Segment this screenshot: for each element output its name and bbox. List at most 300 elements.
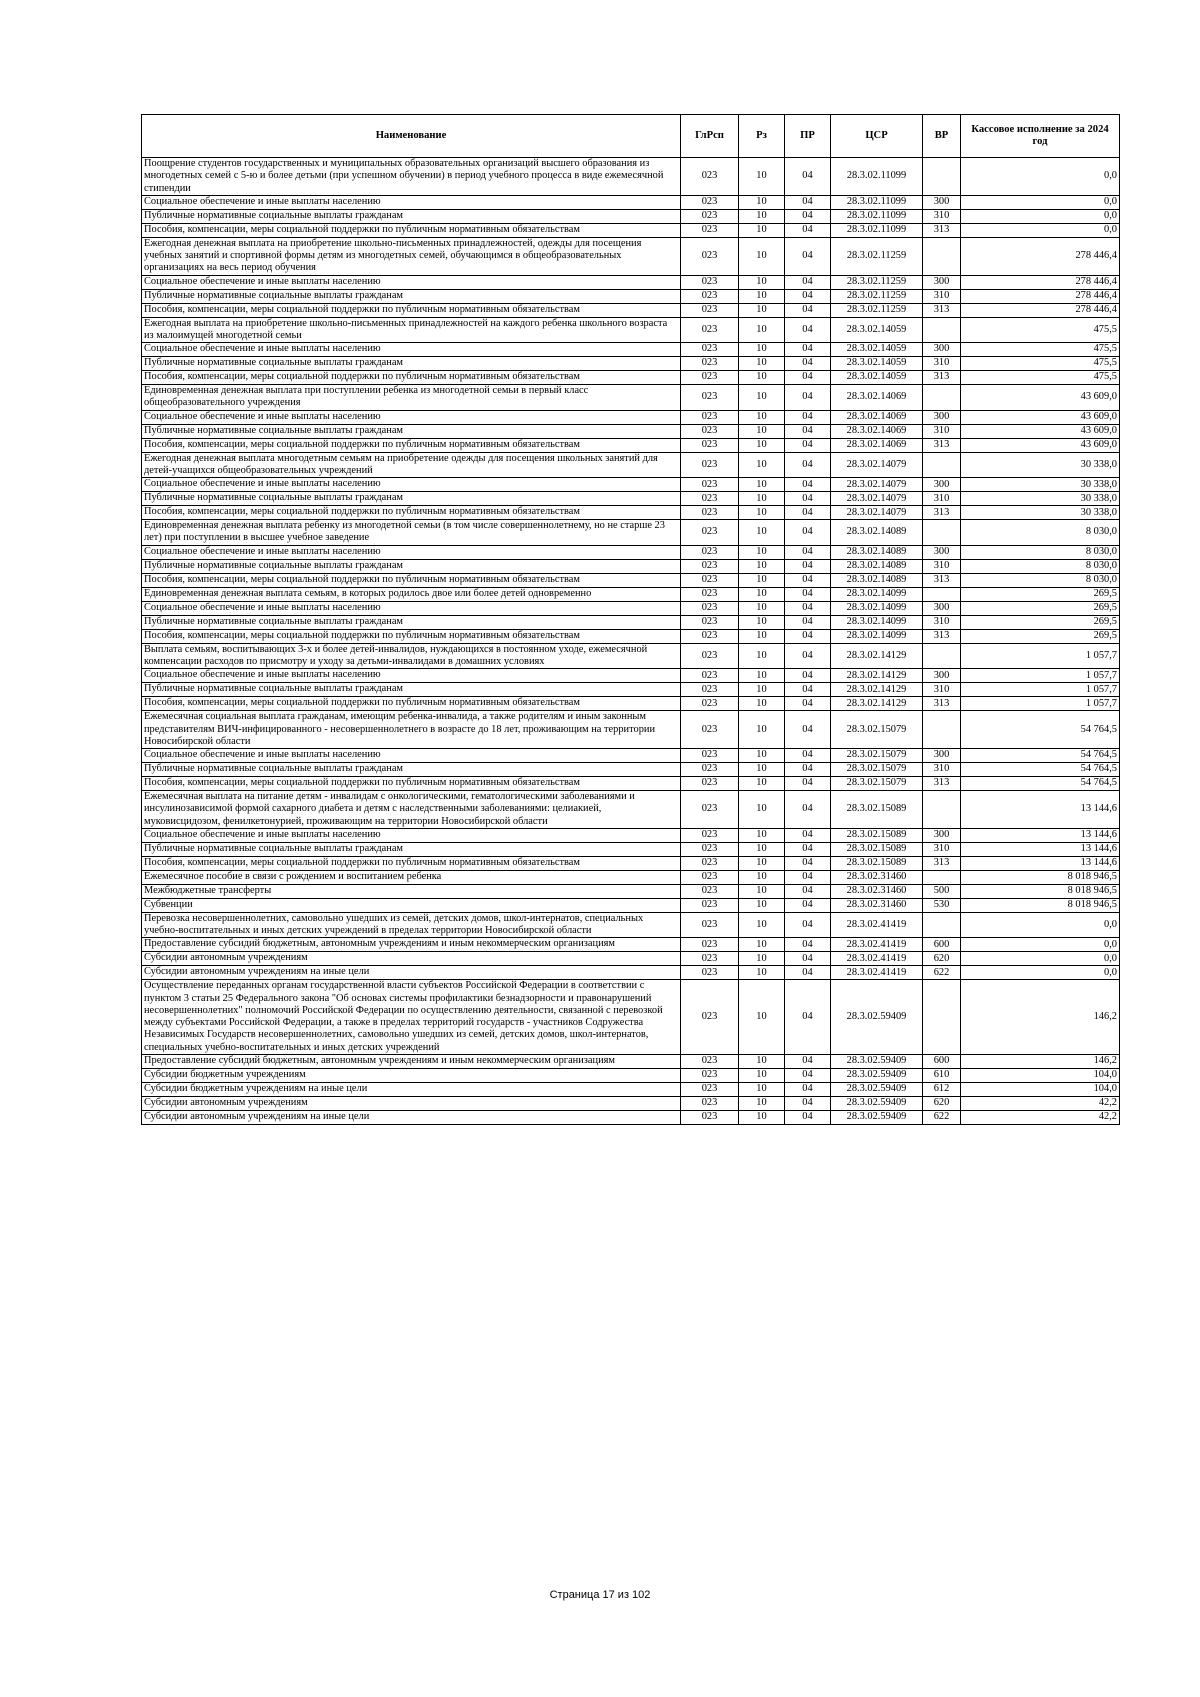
cell-amount: 8 030,0	[961, 545, 1120, 559]
cell-glrsp: 023	[681, 573, 739, 587]
cell-pr: 04	[785, 559, 831, 573]
cell-glrsp: 023	[681, 1110, 739, 1124]
header-amount: Кассовое исполнение за 2024 год	[961, 115, 1120, 158]
cell-name: Ежегодная денежная выплата многодетным семьям на приобретение одежды для посещения школьных занятий для детей-учащихся общеобразовательных учреждений	[142, 452, 681, 478]
table-row	[142, 912, 1120, 938]
cell-rz: 10	[739, 763, 785, 777]
cell-glrsp: 023	[681, 438, 739, 452]
table-row	[142, 545, 1120, 559]
cell-glrsp: 023	[681, 410, 739, 424]
cell-pr: 04	[785, 1082, 831, 1096]
cell-vr: 310	[923, 289, 961, 303]
table-row	[142, 385, 1120, 411]
cell-glrsp: 023	[681, 452, 739, 478]
cell-pr: 04	[785, 856, 831, 870]
cell-name: Перевозка несовершеннолетних, самовольно ушедших из семей, детских домов, школ-интернатов, специальных учебно-воспитательных и иных детских учреждений в пределах территории Новосибирской области	[142, 912, 681, 938]
cell-amount: 269,5	[961, 601, 1120, 615]
table-row	[142, 317, 1120, 343]
cell-csr: 28.3.02.15089	[831, 856, 923, 870]
cell-pr: 04	[785, 791, 831, 829]
cell-glrsp: 023	[681, 683, 739, 697]
cell-vr: 310	[923, 209, 961, 223]
cell-pr: 04	[785, 601, 831, 615]
cell-name: Пособия, компенсации, меры социальной поддержки по публичным нормативным обязательствам	[142, 371, 681, 385]
table-row	[142, 952, 1120, 966]
cell-csr: 28.3.02.14099	[831, 615, 923, 629]
cell-name: Публичные нормативные социальные выплаты гражданам	[142, 492, 681, 506]
cell-pr: 04	[785, 711, 831, 749]
cell-amount: 30 338,0	[961, 478, 1120, 492]
cell-pr: 04	[785, 209, 831, 223]
cell-rz: 10	[739, 669, 785, 683]
cell-csr: 28.3.02.11099	[831, 158, 923, 196]
cell-name: Выплата семьям, воспитывающих 3-х и более детей-инвалидов, нуждающихся в постоянном уходе, ежемесячной компенсации расходов по присмотру и уходу за детьми-инвалидами в домашних условиях	[142, 643, 681, 669]
cell-name: Поощрение студентов государственных и муниципальных образовательных организаций высшего образования из многодетных семей с 5-ю и более детьми (при успешном обучении) в период учебного процесса в виде ежемесячной стипендии	[142, 158, 681, 196]
cell-name: Социальное обеспечение и иные выплаты населению	[142, 601, 681, 615]
table-row	[142, 410, 1120, 424]
table-row	[142, 966, 1120, 980]
table-row	[142, 559, 1120, 573]
cell-amount: 278 446,4	[961, 303, 1120, 317]
table-row	[142, 357, 1120, 371]
cell-name: Социальное обеспечение и иные выплаты населению	[142, 749, 681, 763]
cell-amount: 54 764,5	[961, 763, 1120, 777]
cell-glrsp: 023	[681, 545, 739, 559]
cell-csr: 28.3.02.11099	[831, 209, 923, 223]
cell-pr: 04	[785, 1054, 831, 1068]
cell-pr: 04	[785, 520, 831, 546]
cell-rz: 10	[739, 643, 785, 669]
cell-amount: 13 144,6	[961, 842, 1120, 856]
cell-pr: 04	[785, 410, 831, 424]
cell-rz: 10	[739, 385, 785, 411]
table-row	[142, 828, 1120, 842]
cell-csr: 28.3.02.14069	[831, 424, 923, 438]
cell-amount: 1 057,7	[961, 643, 1120, 669]
cell-csr: 28.3.02.15089	[831, 842, 923, 856]
table-row	[142, 506, 1120, 520]
cell-rz: 10	[739, 587, 785, 601]
cell-csr: 28.3.02.11259	[831, 289, 923, 303]
cell-vr: 313	[923, 506, 961, 520]
cell-name: Предоставление субсидий бюджетным, автономным учреждениям и иным некоммерческим организациям	[142, 1054, 681, 1068]
cell-glrsp: 023	[681, 385, 739, 411]
cell-amount: 269,5	[961, 615, 1120, 629]
cell-pr: 04	[785, 884, 831, 898]
cell-amount: 278 446,4	[961, 289, 1120, 303]
header-glrsp: ГлРсп	[681, 115, 739, 158]
table-row	[142, 1110, 1120, 1124]
table-row	[142, 884, 1120, 898]
cell-rz: 10	[739, 615, 785, 629]
cell-glrsp: 023	[681, 1096, 739, 1110]
cell-pr: 04	[785, 223, 831, 237]
cell-glrsp: 023	[681, 343, 739, 357]
cell-csr: 28.3.02.14059	[831, 357, 923, 371]
table-row	[142, 842, 1120, 856]
budget-execution-table	[141, 114, 1120, 1125]
cell-vr: 310	[923, 424, 961, 438]
cell-pr: 04	[785, 478, 831, 492]
table-row	[142, 195, 1120, 209]
cell-vr: 310	[923, 357, 961, 371]
cell-glrsp: 023	[681, 275, 739, 289]
cell-vr: 610	[923, 1068, 961, 1082]
cell-rz: 10	[739, 452, 785, 478]
cell-glrsp: 023	[681, 898, 739, 912]
cell-glrsp: 023	[681, 980, 739, 1055]
cell-vr: 313	[923, 573, 961, 587]
cell-pr: 04	[785, 385, 831, 411]
cell-name: Субсидии автономным учреждениям	[142, 952, 681, 966]
table-row	[142, 1096, 1120, 1110]
cell-csr: 28.3.02.15089	[831, 791, 923, 829]
cell-csr: 28.3.02.59409	[831, 1110, 923, 1124]
cell-rz: 10	[739, 303, 785, 317]
cell-vr: 300	[923, 545, 961, 559]
table-row	[142, 303, 1120, 317]
table-row	[142, 438, 1120, 452]
cell-csr: 28.3.02.14069	[831, 438, 923, 452]
cell-csr: 28.3.02.14089	[831, 520, 923, 546]
cell-rz: 10	[739, 601, 785, 615]
cell-rz: 10	[739, 410, 785, 424]
cell-name: Публичные нормативные социальные выплаты гражданам	[142, 842, 681, 856]
cell-rz: 10	[739, 884, 785, 898]
cell-name: Социальное обеспечение и иные выплаты населению	[142, 478, 681, 492]
cell-csr: 28.3.02.41419	[831, 952, 923, 966]
cell-pr: 04	[785, 357, 831, 371]
cell-amount: 54 764,5	[961, 711, 1120, 749]
table-row	[142, 573, 1120, 587]
cell-glrsp: 023	[681, 842, 739, 856]
cell-glrsp: 023	[681, 1082, 739, 1096]
cell-vr: 313	[923, 303, 961, 317]
cell-vr: 620	[923, 1096, 961, 1110]
cell-amount: 42,2	[961, 1096, 1120, 1110]
cell-amount: 13 144,6	[961, 791, 1120, 829]
cell-amount: 1 057,7	[961, 683, 1120, 697]
cell-name: Субвенции	[142, 898, 681, 912]
cell-pr: 04	[785, 870, 831, 884]
cell-vr	[923, 980, 961, 1055]
table-row	[142, 371, 1120, 385]
cell-pr: 04	[785, 343, 831, 357]
cell-vr	[923, 385, 961, 411]
cell-rz: 10	[739, 158, 785, 196]
cell-csr: 28.3.02.14069	[831, 410, 923, 424]
cell-pr: 04	[785, 615, 831, 629]
table-row	[142, 452, 1120, 478]
table-header-row	[142, 115, 1120, 158]
cell-amount: 42,2	[961, 1110, 1120, 1124]
cell-vr: 313	[923, 856, 961, 870]
cell-csr: 28.3.02.15079	[831, 749, 923, 763]
cell-vr: 300	[923, 343, 961, 357]
cell-rz: 10	[739, 697, 785, 711]
cell-pr: 04	[785, 158, 831, 196]
cell-vr	[923, 452, 961, 478]
cell-rz: 10	[739, 828, 785, 842]
table-row	[142, 643, 1120, 669]
cell-pr: 04	[785, 643, 831, 669]
cell-name: Пособия, компенсации, меры социальной поддержки по публичным нормативным обязательствам	[142, 777, 681, 791]
cell-vr: 612	[923, 1082, 961, 1096]
header-csr: ЦСР	[831, 115, 923, 158]
cell-csr: 28.3.02.15079	[831, 711, 923, 749]
cell-name: Пособия, компенсации, меры социальной поддержки по публичным нормативным обязательствам	[142, 697, 681, 711]
cell-pr: 04	[785, 749, 831, 763]
cell-pr: 04	[785, 629, 831, 643]
cell-name: Социальное обеспечение и иные выплаты населению	[142, 275, 681, 289]
cell-rz: 10	[739, 275, 785, 289]
cell-glrsp: 023	[681, 506, 739, 520]
cell-amount: 8 030,0	[961, 559, 1120, 573]
cell-csr: 28.3.02.11259	[831, 237, 923, 275]
table-row	[142, 275, 1120, 289]
cell-pr: 04	[785, 452, 831, 478]
header-vr: ВР	[923, 115, 961, 158]
table-row	[142, 870, 1120, 884]
cell-amount: 54 764,5	[961, 777, 1120, 791]
cell-vr: 300	[923, 749, 961, 763]
table-row	[142, 587, 1120, 601]
cell-rz: 10	[739, 478, 785, 492]
cell-glrsp: 023	[681, 711, 739, 749]
cell-amount: 1 057,7	[961, 669, 1120, 683]
cell-csr: 28.3.02.59409	[831, 1082, 923, 1096]
cell-amount: 43 609,0	[961, 424, 1120, 438]
cell-amount: 0,0	[961, 966, 1120, 980]
cell-name: Пособия, компенсации, меры социальной поддержки по публичным нормативным обязательствам	[142, 303, 681, 317]
cell-pr: 04	[785, 371, 831, 385]
cell-name: Публичные нормативные социальные выплаты гражданам	[142, 209, 681, 223]
cell-pr: 04	[785, 506, 831, 520]
cell-vr: 530	[923, 898, 961, 912]
table-row	[142, 223, 1120, 237]
table-row	[142, 289, 1120, 303]
cell-pr: 04	[785, 303, 831, 317]
cell-rz: 10	[739, 1068, 785, 1082]
cell-pr: 04	[785, 828, 831, 842]
cell-amount: 278 446,4	[961, 237, 1120, 275]
cell-rz: 10	[739, 711, 785, 749]
cell-vr: 600	[923, 1054, 961, 1068]
cell-rz: 10	[739, 545, 785, 559]
cell-pr: 04	[785, 237, 831, 275]
cell-glrsp: 023	[681, 884, 739, 898]
cell-amount: 475,5	[961, 371, 1120, 385]
cell-name: Социальное обеспечение и иные выплаты населению	[142, 828, 681, 842]
cell-amount: 0,0	[961, 195, 1120, 209]
cell-glrsp: 023	[681, 223, 739, 237]
cell-amount: 8 018 946,5	[961, 884, 1120, 898]
cell-glrsp: 023	[681, 478, 739, 492]
cell-rz: 10	[739, 980, 785, 1055]
cell-csr: 28.3.02.31460	[831, 898, 923, 912]
cell-name: Публичные нормативные социальные выплаты гражданам	[142, 763, 681, 777]
cell-glrsp: 023	[681, 559, 739, 573]
cell-glrsp: 023	[681, 1054, 739, 1068]
cell-pr: 04	[785, 1096, 831, 1110]
cell-name: Социальное обеспечение и иные выплаты населению	[142, 195, 681, 209]
cell-csr: 28.3.02.31460	[831, 884, 923, 898]
cell-vr: 300	[923, 478, 961, 492]
table-row	[142, 777, 1120, 791]
cell-vr: 300	[923, 601, 961, 615]
table-row	[142, 683, 1120, 697]
cell-name: Публичные нормативные социальные выплаты гражданам	[142, 559, 681, 573]
cell-amount: 0,0	[961, 912, 1120, 938]
cell-vr: 300	[923, 828, 961, 842]
cell-rz: 10	[739, 573, 785, 587]
cell-vr	[923, 520, 961, 546]
cell-amount: 0,0	[961, 209, 1120, 223]
cell-glrsp: 023	[681, 791, 739, 829]
cell-glrsp: 023	[681, 195, 739, 209]
cell-rz: 10	[739, 357, 785, 371]
header-pr: ПР	[785, 115, 831, 158]
cell-vr	[923, 317, 961, 343]
cell-vr: 310	[923, 842, 961, 856]
cell-amount: 43 609,0	[961, 410, 1120, 424]
cell-name: Пособия, компенсации, меры социальной поддержки по публичным нормативным обязательствам	[142, 223, 681, 237]
cell-amount: 475,5	[961, 343, 1120, 357]
cell-name: Субсидии бюджетным учреждениям на иные цели	[142, 1082, 681, 1096]
cell-amount: 0,0	[961, 223, 1120, 237]
cell-pr: 04	[785, 669, 831, 683]
cell-name: Публичные нормативные социальные выплаты гражданам	[142, 289, 681, 303]
cell-glrsp: 023	[681, 856, 739, 870]
cell-glrsp: 023	[681, 749, 739, 763]
cell-glrsp: 023	[681, 520, 739, 546]
cell-name: Субсидии автономным учреждениям на иные цели	[142, 966, 681, 980]
cell-name: Ежемесячное пособие в связи с рождением и воспитанием ребенка	[142, 870, 681, 884]
table-row	[142, 938, 1120, 952]
cell-vr: 300	[923, 410, 961, 424]
table-row	[142, 697, 1120, 711]
cell-name: Пособия, компенсации, меры социальной поддержки по публичным нормативным обязательствам	[142, 573, 681, 587]
cell-name: Социальное обеспечение и иные выплаты населению	[142, 669, 681, 683]
cell-rz: 10	[739, 898, 785, 912]
cell-name: Предоставление субсидий бюджетным, автономным учреждениям и иным некоммерческим организациям	[142, 938, 681, 952]
cell-pr: 04	[785, 952, 831, 966]
cell-name: Единовременная денежная выплата семьям, в которых родилось двое или более детей одновременно	[142, 587, 681, 601]
cell-csr: 28.3.02.14079	[831, 478, 923, 492]
cell-csr: 28.3.02.15079	[831, 763, 923, 777]
cell-vr: 310	[923, 559, 961, 573]
cell-name: Ежегодная денежная выплата на приобретение школьно-письменных принадлежностей, одежды для посещения учебных занятий и спортивной формы детям из многодетных семей, обучающимся в общеобразовательных организациях на весь период обучения	[142, 237, 681, 275]
cell-rz: 10	[739, 629, 785, 643]
cell-name: Публичные нормативные социальные выплаты гражданам	[142, 357, 681, 371]
table-row	[142, 424, 1120, 438]
cell-vr	[923, 587, 961, 601]
cell-rz: 10	[739, 317, 785, 343]
cell-vr	[923, 158, 961, 196]
table-row	[142, 791, 1120, 829]
cell-csr: 28.3.02.59409	[831, 980, 923, 1055]
cell-glrsp: 023	[681, 669, 739, 683]
cell-pr: 04	[785, 777, 831, 791]
cell-rz: 10	[739, 343, 785, 357]
cell-glrsp: 023	[681, 601, 739, 615]
cell-glrsp: 023	[681, 828, 739, 842]
cell-pr: 04	[785, 842, 831, 856]
cell-glrsp: 023	[681, 424, 739, 438]
table-row	[142, 898, 1120, 912]
cell-pr: 04	[785, 763, 831, 777]
table-row	[142, 520, 1120, 546]
cell-rz: 10	[739, 492, 785, 506]
cell-vr	[923, 791, 961, 829]
table-row	[142, 343, 1120, 357]
cell-csr: 28.3.02.41419	[831, 938, 923, 952]
cell-glrsp: 023	[681, 237, 739, 275]
cell-glrsp: 023	[681, 587, 739, 601]
cell-name: Субсидии бюджетным учреждениям	[142, 1068, 681, 1082]
cell-amount: 146,2	[961, 1054, 1120, 1068]
cell-pr: 04	[785, 898, 831, 912]
cell-rz: 10	[739, 791, 785, 829]
cell-vr: 310	[923, 615, 961, 629]
cell-csr: 28.3.02.15089	[831, 828, 923, 842]
cell-glrsp: 023	[681, 317, 739, 343]
table-row	[142, 629, 1120, 643]
cell-rz: 10	[739, 559, 785, 573]
cell-amount: 475,5	[961, 357, 1120, 371]
cell-pr: 04	[785, 492, 831, 506]
table-row	[142, 237, 1120, 275]
cell-csr: 28.3.02.14089	[831, 559, 923, 573]
cell-rz: 10	[739, 749, 785, 763]
cell-rz: 10	[739, 777, 785, 791]
cell-amount: 8 018 946,5	[961, 870, 1120, 884]
cell-amount: 269,5	[961, 629, 1120, 643]
cell-csr: 28.3.02.59409	[831, 1068, 923, 1082]
cell-vr: 313	[923, 697, 961, 711]
cell-pr: 04	[785, 317, 831, 343]
cell-vr: 313	[923, 777, 961, 791]
page-number: Страница 17 из 102	[549, 1589, 651, 1601]
cell-csr: 28.3.02.41419	[831, 966, 923, 980]
cell-vr: 313	[923, 223, 961, 237]
cell-glrsp: 023	[681, 966, 739, 980]
table-row	[142, 478, 1120, 492]
cell-vr: 313	[923, 438, 961, 452]
cell-amount: 8 030,0	[961, 520, 1120, 546]
cell-rz: 10	[739, 1082, 785, 1096]
cell-glrsp: 023	[681, 1068, 739, 1082]
cell-vr: 310	[923, 763, 961, 777]
cell-csr: 28.3.02.14099	[831, 629, 923, 643]
cell-amount: 104,0	[961, 1068, 1120, 1082]
cell-csr: 28.3.02.14079	[831, 506, 923, 520]
table-row	[142, 1054, 1120, 1068]
cell-csr: 28.3.02.15079	[831, 777, 923, 791]
cell-rz: 10	[739, 520, 785, 546]
cell-amount: 8 018 946,5	[961, 898, 1120, 912]
cell-name: Пособия, компенсации, меры социальной поддержки по публичным нормативным обязательствам	[142, 629, 681, 643]
cell-name: Ежегодная выплата на приобретение школьно-письменных принадлежностей на каждого ребенка школьного возраста из малоимущей многодетной семьи	[142, 317, 681, 343]
cell-csr: 28.3.02.31460	[831, 870, 923, 884]
table-row	[142, 669, 1120, 683]
cell-glrsp: 023	[681, 763, 739, 777]
cell-rz: 10	[739, 870, 785, 884]
cell-rz: 10	[739, 842, 785, 856]
cell-csr: 28.3.02.14079	[831, 452, 923, 478]
cell-vr: 500	[923, 884, 961, 898]
cell-rz: 10	[739, 371, 785, 385]
